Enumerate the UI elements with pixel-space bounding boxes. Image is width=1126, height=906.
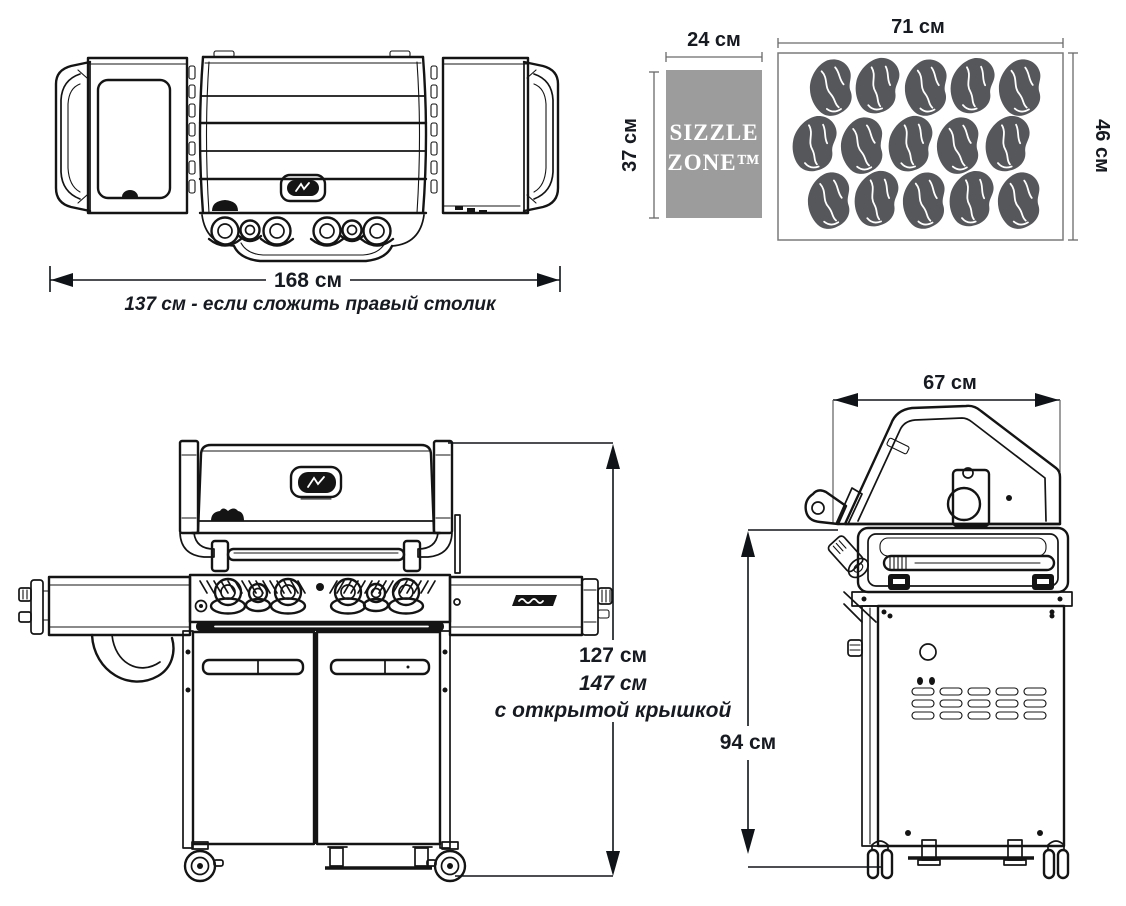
mount-clip (888, 574, 910, 590)
side-view-group (720, 372, 1072, 878)
side-depth-label: 67 см (923, 372, 977, 394)
vent-slot (1024, 712, 1046, 719)
vent-slot (912, 688, 934, 695)
side-burner-lid (98, 80, 170, 198)
cabinet-door-right (317, 632, 440, 844)
right-side-shelf-front (450, 577, 612, 635)
vent-slot (996, 700, 1018, 707)
side-vents (912, 688, 1046, 719)
grill-lid-side (806, 406, 1060, 526)
rotisserie-mount (455, 515, 460, 573)
napoleon-logo (512, 595, 557, 606)
support-leg (328, 847, 347, 866)
vent-slot (968, 700, 990, 707)
side-burner-knob (826, 534, 872, 581)
side-panel-hole (920, 644, 936, 660)
front-height-open-label: 147 см (578, 672, 648, 695)
sizzle-title-line1: SIZZLE (669, 120, 759, 145)
gas-hose (92, 635, 173, 682)
sizzle-title-line2: ZONE™ (667, 150, 761, 175)
top-width-dimension-label: 168 см (273, 269, 343, 292)
left-table-handle (56, 62, 90, 211)
front-height-dimension (448, 443, 732, 876)
vent-slot (940, 712, 962, 719)
vent-slot (968, 712, 990, 719)
base-front (185, 842, 465, 881)
right-side-shelf-top (443, 58, 528, 214)
top-width-note: 137 см - если сложить правый столик (124, 294, 496, 315)
steak-grid (790, 55, 1044, 230)
support-leg (413, 847, 432, 866)
vent-slot (912, 712, 934, 719)
vent-slot (912, 700, 934, 707)
cabinet-front (183, 631, 450, 848)
vent-slot (940, 688, 962, 695)
left-side-shelf-front (19, 577, 190, 682)
front-view-group (19, 441, 732, 881)
support-leg (1004, 840, 1026, 865)
cabinet-side (848, 606, 1064, 846)
grill-lid-front (180, 441, 460, 573)
lid-grip-notch (122, 190, 138, 197)
vent-slats-strip-left (189, 66, 195, 193)
sizzle-zone-group (619, 29, 762, 218)
vent-slot (996, 712, 1018, 719)
cart-flange-side (852, 592, 1072, 615)
top-view-group (50, 51, 560, 315)
brand-logo-badge-front (291, 467, 341, 499)
vent-slats-strip-right (431, 66, 437, 193)
lid-hinge (948, 468, 1012, 526)
shelf-end-knob (598, 588, 612, 618)
door-handle-left (203, 660, 303, 674)
cooking-height-label: 46 см (1091, 119, 1113, 173)
door-handle-right (331, 660, 429, 674)
control-panel-front (190, 575, 450, 631)
lid-thermometer-front (211, 509, 244, 522)
control-knobs-top (209, 218, 393, 246)
cabinet-door-left (193, 632, 314, 844)
top-width-dimension (50, 266, 560, 292)
cooking-width-label: 71 см (891, 16, 945, 38)
cooking-area-group (778, 16, 1113, 240)
vent-slot (996, 688, 1018, 695)
front-height-closed-label: 127 см (578, 644, 648, 667)
mount-clip (1032, 574, 1054, 590)
sizzle-height-label: 37 см (619, 118, 641, 172)
left-side-shelf-top (88, 58, 187, 213)
support-leg (918, 840, 940, 865)
lid-handle-top (234, 246, 392, 261)
lid-handle-front (228, 549, 404, 560)
vent-slot (940, 700, 962, 707)
lid-thermometer-top (212, 200, 238, 211)
side-height-label: 94 см (719, 731, 777, 754)
front-height-open-note: с открытой крышкой (494, 699, 732, 722)
vent-slot (1024, 700, 1046, 707)
vent-slot (968, 688, 990, 695)
vent-slot (1024, 688, 1046, 695)
sizzle-width-label: 24 см (687, 29, 741, 51)
